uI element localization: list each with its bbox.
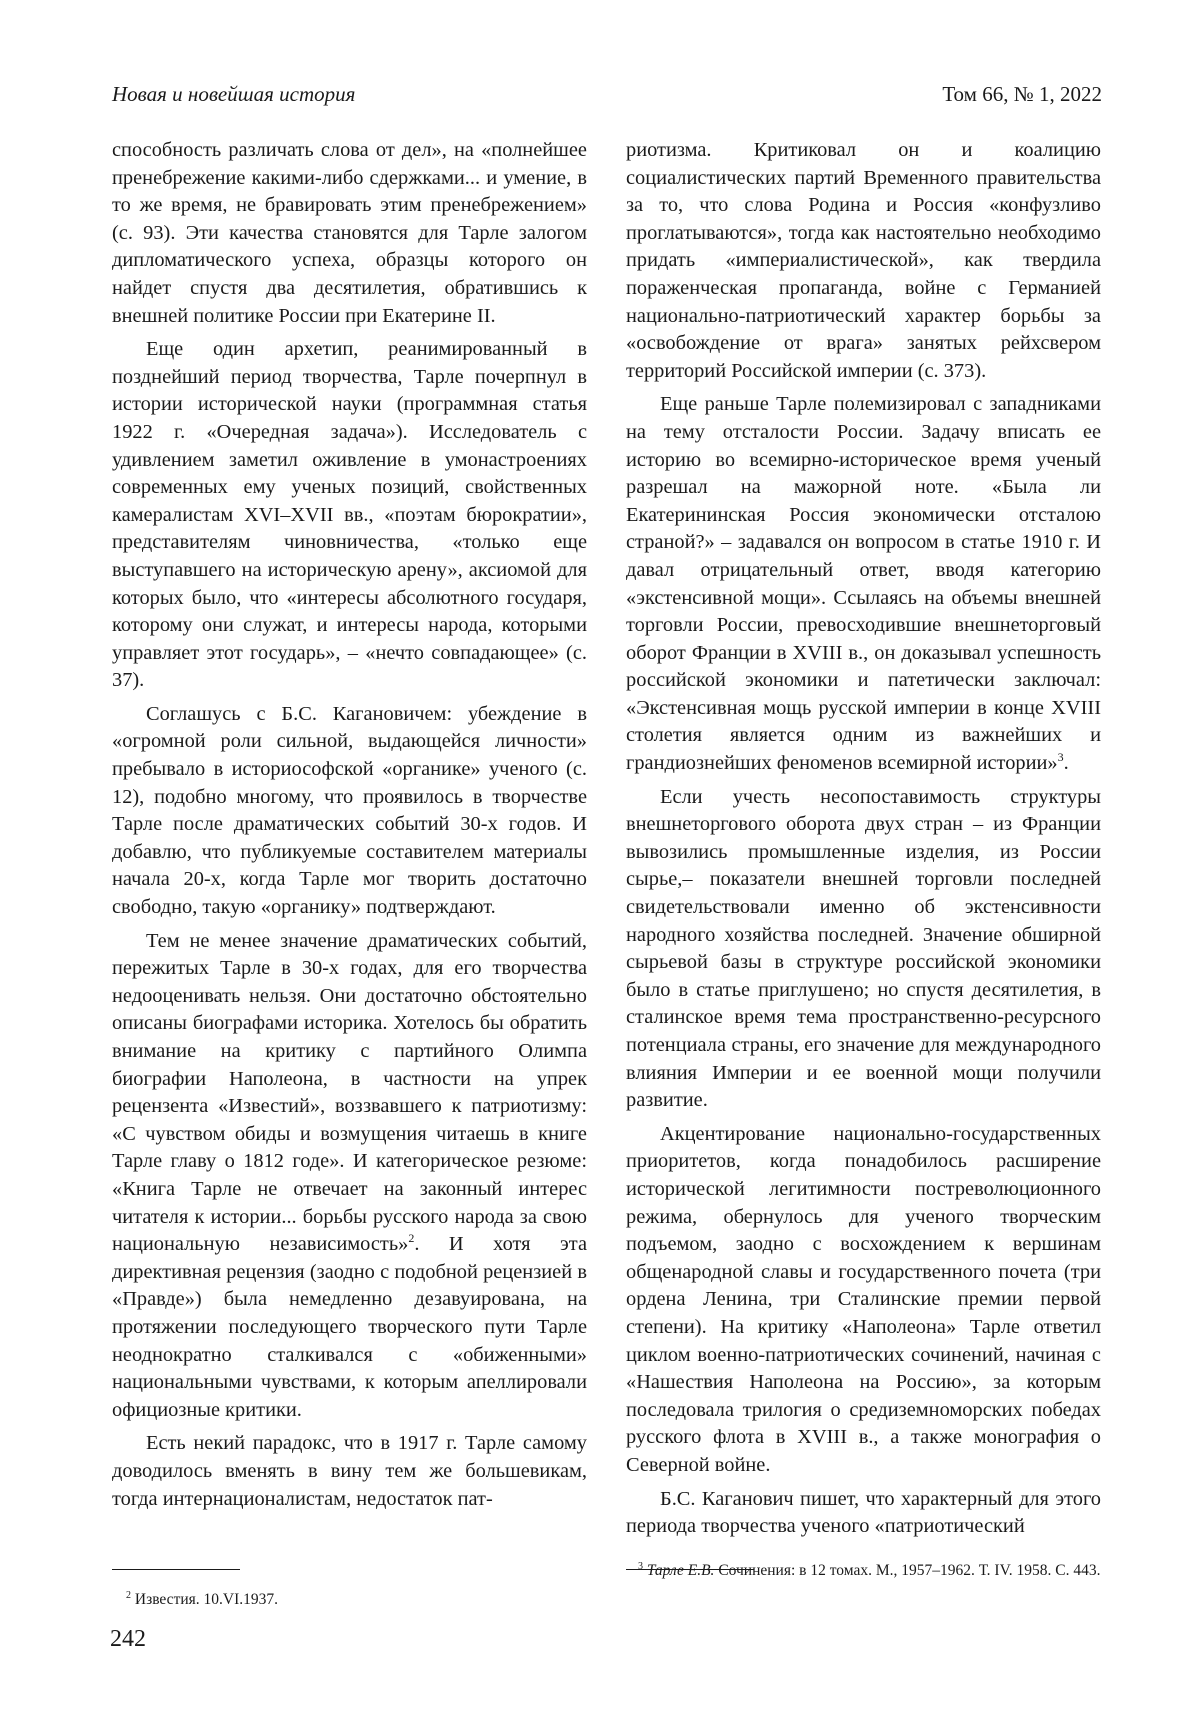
footnote-number: 2: [126, 1589, 131, 1601]
paragraph: Еще один архетип, реанимированный в позднейший период творчества, Тарле почерпнул в истории исторической науки (программная статья 1922 г. «Очередная задача»). Исследователь с удивлением заметил оживление в умонастроениях современных ему ученых позиций, свойственных камералистам XVI–XVII вв., «поэтам бюрократии», представителям чиновничества, «только еще выступавшего на историческую арену», аксиомой для которых было, что «интересы абсолютного государя, которому они служат, и интересы народа, которыми управляет этот государь», – «нечто совпадающее» (с. 37).: [112, 338, 587, 692]
running-header: [112, 82, 1102, 112]
paragraph-text: .: [1063, 752, 1069, 775]
paragraph: [112, 928, 587, 1425]
footnote: [112, 1587, 587, 1613]
footnote-text: Сочинения: в 12 томах. М., 1957–1962. Т. IV. 1958. С. 443.: [714, 1562, 1101, 1579]
footnote-author: Тарле Е.В.: [646, 1562, 715, 1579]
footnote: [608, 1558, 1101, 1584]
footnote-ref: 2: [408, 1231, 415, 1246]
paragraph: Если учесть несопоставимость структуры внешнеторгового оборота двух стран – из Франции вывозились промышленные изделия, из России сырье,– показатели внешней торговли последней свидетельствовали именно об экстенсивности народного хозяйства последней. Значение обширной сырьевой базы в структуре российской экономики было в статье приглушено; но спустя десятилетия, в сталинское время тема пространственно-ресурсного потенциала страны, его значение для международного влияния Империи и ее военной мощи получили развитие.: [626, 785, 1101, 1112]
paragraph-text: Еще раньше Тарле полемизировал с западниками на тему отсталости России. Задачу вписать ее историю во всемирно-историческое время ученый разрешал на мажорной ноте. «Была ли Екатерининская Россия экономически отсталою страной?» – задавался он вопросом в статье 1910 г. И давал отрицательный ответ, вводя категорию «экстенсивной мощи». Ссылаясь на объемы внешней торговли России, превосходившие внешнеторговый оборот Франции в XVIII в., он доказывал успешность российской экономики и патетически заключал: «Экстенсивная мощь русской империи в конце XVIII столетия является одним из важнейших и грандиознейших феноменов всемирной истории»: [626, 393, 1101, 775]
page-number: 242: [110, 1626, 146, 1652]
paragraph: Соглашусь с Б.С. Кагановичем: убеждение в «огромной роли сильной, выдающейся личности» пребывало в историософской «органике» ученого (с. 12), подобно многому, что проявилось в творчестве Тарле после драматических событий 30-х годов. И добавлю, что публикуемые составителем материалы начала 20-х, когда Тарле мог творить достаточно свободно, такую «органику» подтверждают.: [112, 702, 587, 919]
footnote-number: 3: [638, 1560, 643, 1572]
paragraph: риотизма. Критиковал он и коалицию социалистических партий Временного правительства за то, что слова Родина и Россия «конфузливо проглатываются», тогда как настоятельно необходимо придать «империалистической», как твердила пораженческая пропаганда, войне с Германией национально-патриотический характер борьбы за «освобождение от врага» занятых рейхсвером территорий Российской империи (с. 373).: [626, 139, 1101, 382]
paragraph: Акцентирование национально-государственных приоритетов, когда понадобилось расширение исторической легитимности постреволюционного режима, обернулось для ученого творческим подъемом, заодно с восхождением к вершинам общенародной славы и государственного почета (три ордена Ленина, три Сталинские премии первой степени). На критику «Наполеона» Тарле ответил циклом военно-патриотических сочинений, начиная с «Нашествия Наполеона на Россию», за которым последовала трилогия о средиземноморских победах русского флота в XVIII в., а также монография о Северной войне.: [626, 1122, 1101, 1476]
volume-issue: Том 66, № 1, 2022: [942, 82, 1102, 106]
paragraph: способность различать слова от дел», на «полнейшее пренебрежение какими-либо сдержками... и умение, в то же время, не бравировать этим пренебрежением» (с. 93). Эти качества становятся для Тарле залогом дипломатического успеха, образцы которого он найдет спустя два десятилетия, обратившись к внешней политике России при Екатерине II.: [112, 139, 587, 327]
paragraph: [626, 391, 1101, 777]
paragraph-text: . И хотя эта директивная рецензия (заодно с подобной рецензией в «Правде») была немедленно дезавуирована, на протяжении последующего творческого пути Тарле неоднократно сталкивался с «обиженными» национальными чувствами, к которым апеллировали официозные критики.: [112, 1233, 587, 1421]
footnote-text: Известия. 10.VI.1937.: [134, 1591, 278, 1608]
left-column: [112, 137, 587, 1513]
paragraph-text: Тем не менее значение драматических событий, пережитых Тарле в 30-х годах, для его творчества недооценивать нельзя. Они достаточно обстоятельно описаны биографами историка. Хотелось бы обратить внимание на критику с партийного Олимпа биографии Наполеона, в частности на упрек рецензента «Известий», воззвавшего к патриотизму: «С чувством обиды и возмущения читаешь в книге Тарле главу о 1812 годе». И категорическое резюме: «Книга Тарле не отвечает на законный интерес читателя к истории... борьбы русского народа за свою национальную независимость»: [112, 929, 587, 1256]
paragraph: Б.С. Каганович пишет, что характерный для этого периода творчества ученого «патриотический: [626, 1487, 1101, 1538]
footnote-ref: 3: [1057, 750, 1064, 765]
footnote-divider: [112, 1569, 240, 1570]
paragraph: Есть некий парадокс, что в 1917 г. Тарле самому доводилось вменять в вину тем же большевикам, тогда интернационалистам, недостаток пат-: [112, 1432, 587, 1510]
right-column: [626, 137, 1101, 1541]
journal-title: Новая и новейшая история: [112, 82, 356, 106]
